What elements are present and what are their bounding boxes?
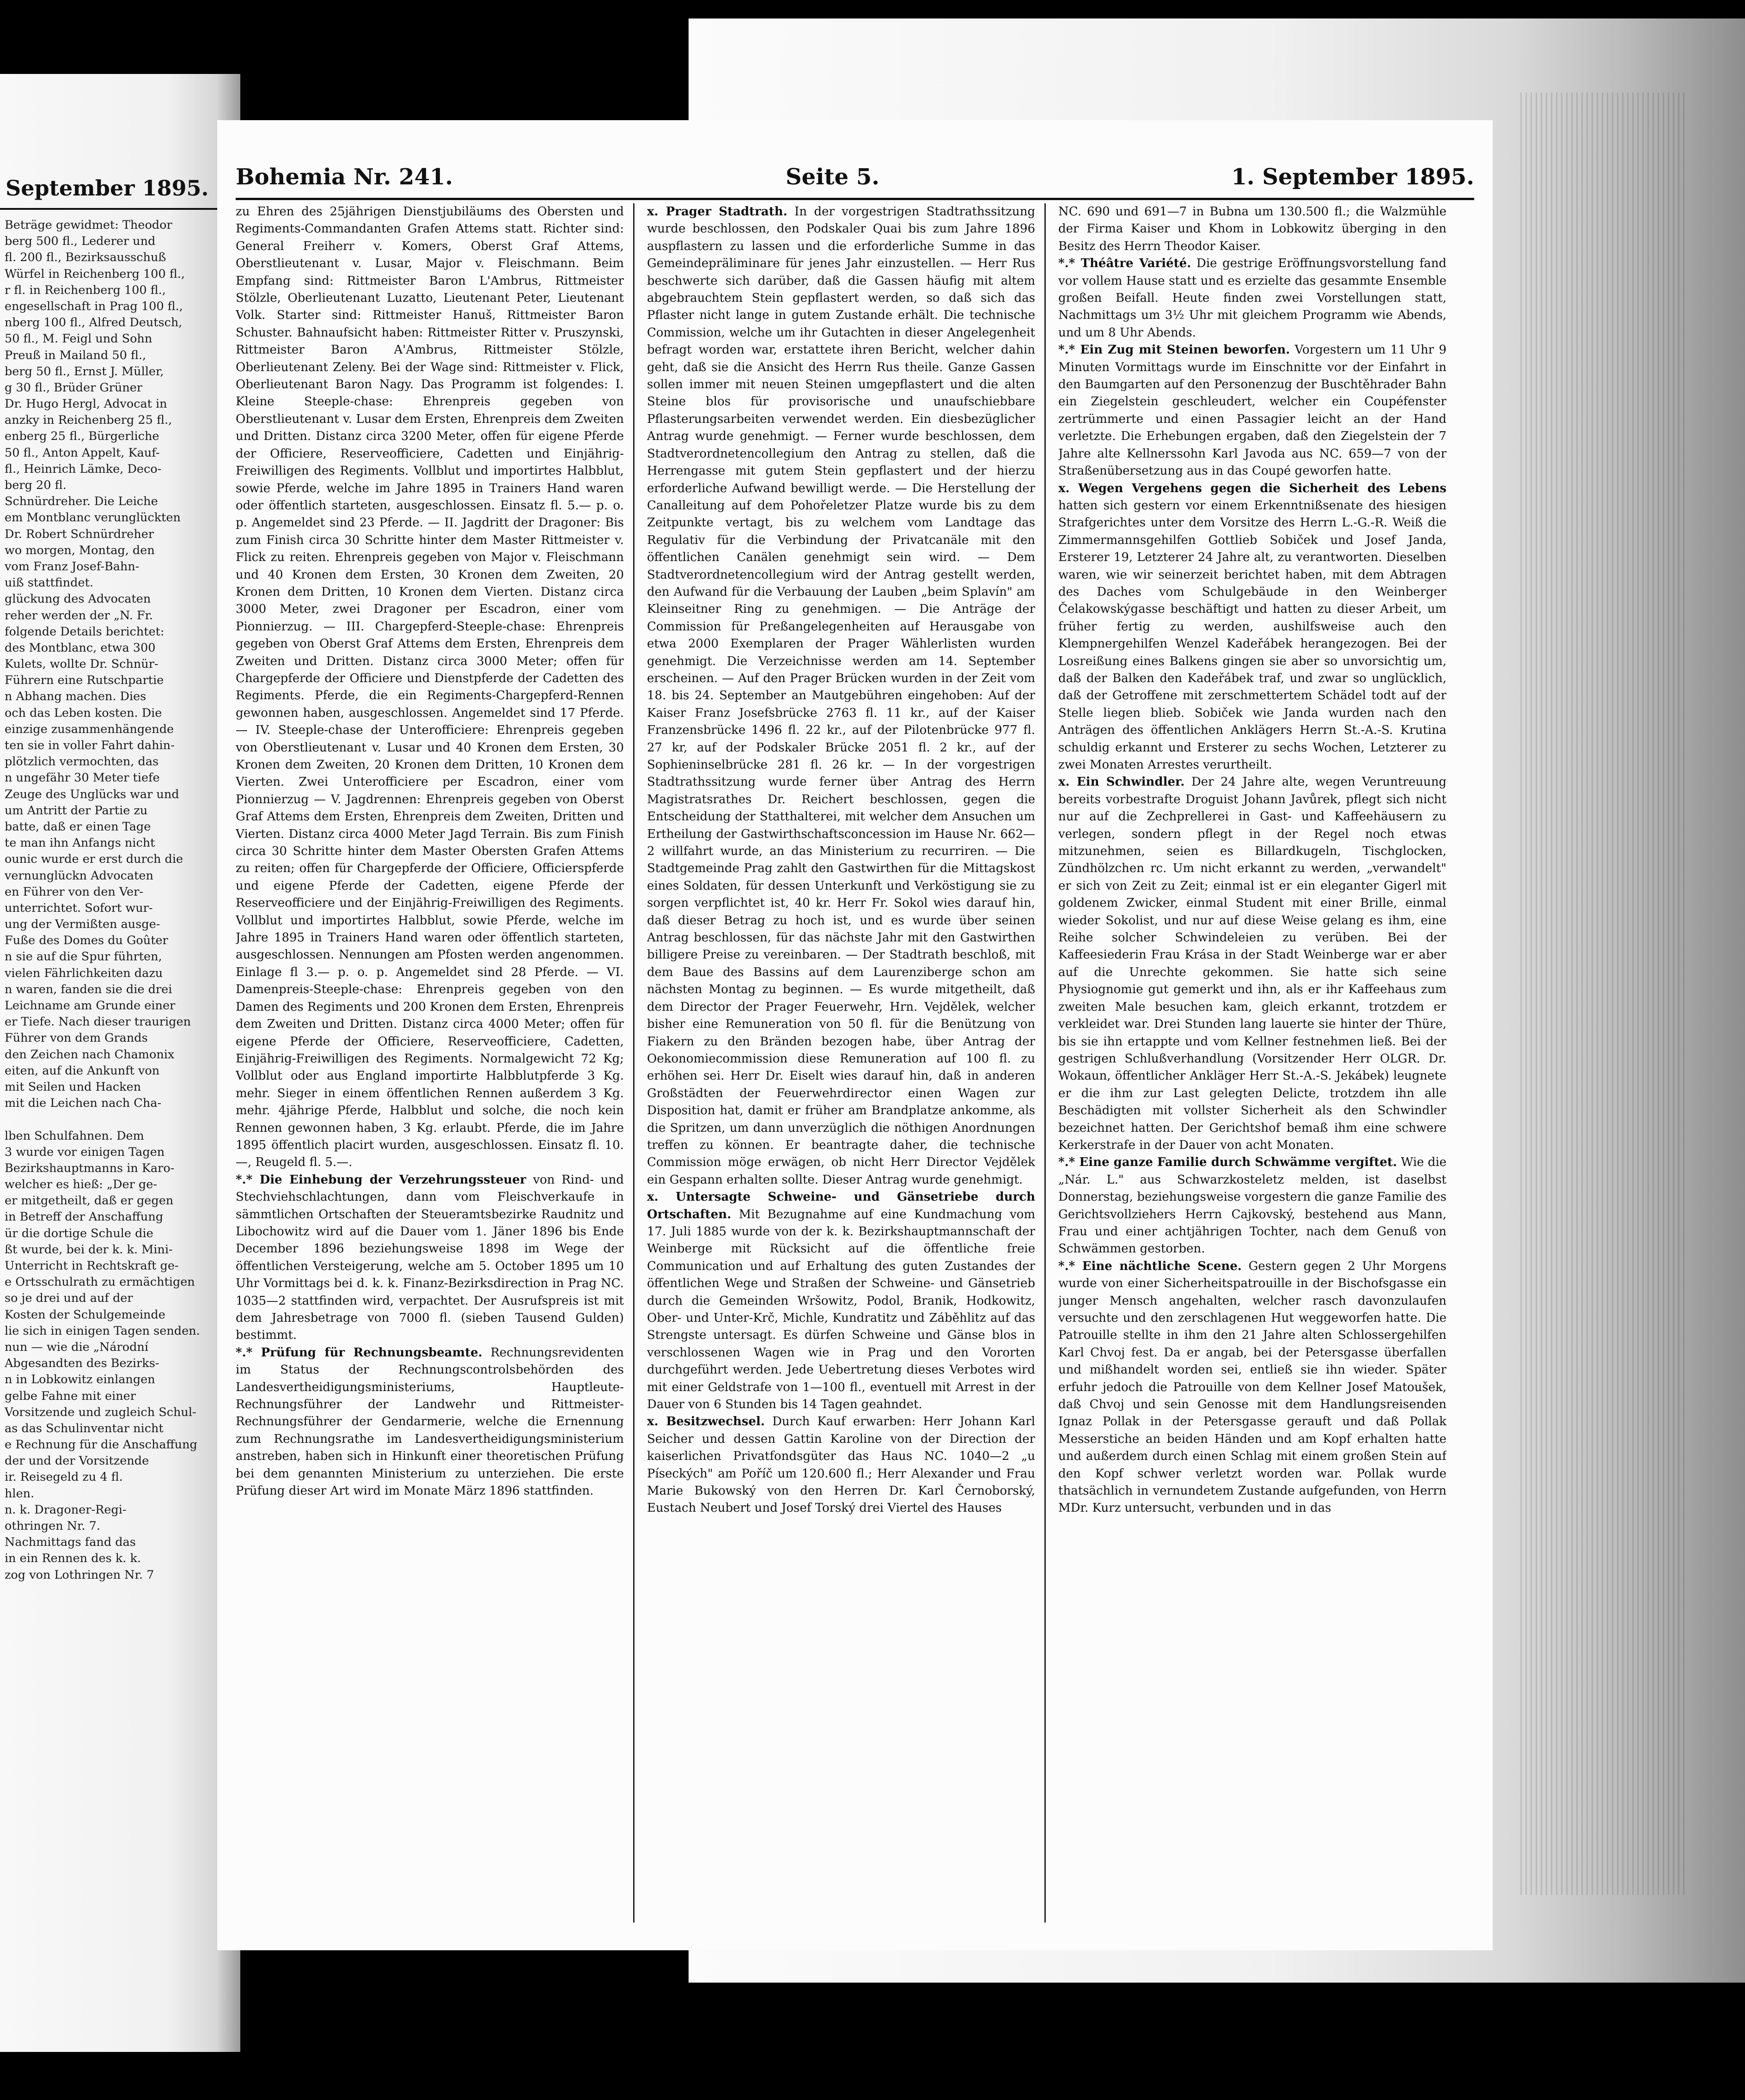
left-page-line: Zeuge des Unglücks war und <box>5 787 179 801</box>
left-page-line: Nachmittags fand das <box>5 1535 136 1550</box>
left-page-line: Bezirkshauptmanns in Karo- <box>5 1161 175 1175</box>
left-page-line <box>5 1111 222 1128</box>
article-train: Vorgestern um 11 Uhr 9 Minuten Vormittags wurde im Einschnitte vor der Einfahrt in den Baumgarten auf den Personenzug der Buschtěhrader Bahn ein Ziegelstein geschleudert, welcher ein Coupéfenster zertrümmerte und einen Passagier leicht an der Hand verletzte. Die Erhebungen ergaben, daß den Ziegelstein der 7 Jahre alte Kellnerssohn Karl Javoda aus NC. 659—7 von der Straßenübersetzung aus in das Coupé geworfen hatte. <box>1058 343 1446 478</box>
left-page-line: mit Seilen und Hacken <box>5 1080 141 1094</box>
article-variete: Die gestrige Eröffnungsvorstellung fand vor vollem Hause statt und es erzielte das gesammte Ensemble großen Beifall. Heute finden zwei Vorstellungen statt, Nachmittags um 3½ Uhr mit gleichem Programm wie Abends, und um 8 Uhr Abends. <box>1058 256 1446 340</box>
page-date: 1. September 1895. <box>1231 164 1474 190</box>
article-races: zu Ehren des 25jährigen Dienstjubiläums des Obersten und Regiments-Commandanten Grafen Attems statt. Richter sind: General Freiherr v. Komers, Oberst Graf Attems, Oberstlieutenant v. Lusar, Major v. Fleischmann. Beim Empfang sind: Rittmeister Baron L'Ambrus, Rittmeister Stölzle, Oberlieutenant Luzatto, Lieutenant Peter, Lieutenant Volk. Starter sind: Rittmeister Hanuš, Rittmeister Baron Schuster. Bahnaufsicht haben: Rittmeister Ritter v. Pruszynski, Rittmeister Baron A'Ambrus, Rittmeister Stölzle, Oberlieutenant Zeleny. Bei der Wage sind: Rittmeister v. Flick, Oberlieutenant Baron Nagy. Das Programm ist folgendes: I. Kleine Steeple-chase: Ehrenpreis gegeben von Oberstlieutenant v. Lusar dem Ersten, Ehrenpreis dem Zweiten und Dritten. Distanz circa 3200 Meter, offen für eigene Pferde der Officiere, Reserveofficiere, Cadetten und Einjährig-Freiwilligen des Regiments. Vollblut und importirtes Halbblut, sowie Pferde, welche im Jahre 1895 in Trainers Hand waren oder öffentlich starteten, ausgeschlossen. Einsatz fl. 5.— p. o. p. Angemeldet sind 23 Pferde. — II. Jagdritt der Dragoner: Bis zum Finish circa 30 Schritte hinter dem Master Rittmeister v. Flick zu reiten. Ehrenpreis gegeben von Major v. Fleischmann und 40 Kronen dem Ersten, 30 Kronen dem Zweiten, 20 Kronen dem Dritten, 10 Kronen dem Vierten. Distanz circa 3000 Meter, zwei Dragoner per Escadron, einer vom Pionnierzug. — III. Chargepferd-Steeple-chase: Ehrenpreis gegeben von Oberst Graf Attems dem Ersten, Ehrenpreis dem Zweiten und Dritten. Distanz circa 3000 Meter; offen für Chargepferde der Officiere und Dienstpferde der Cadetten des Regiments. Pferde, die ein Regiments-Chargepferd-Rennen gewonnen haben, ausgeschlossen. Angemeldet sind 17 Pferde. — IV. Steeple-chase der Unterofficiere: Ehrenpreis gegeben von Oberstlieutenant v. Lusar und 40 Kronen dem Ersten, 30 Kronen dem Zweiten, 20 Kronen dem Dritten, 10 Kronen dem Vierten. Zwei Unterofficiere per Escadron, einer vom Pionnierzug — V. Jagdrennen: Ehrenpreis gegeben von Oberst Graf Attems dem Ersten, Ehrenpreis dem Zweiten, Dritten und Vierten. Distanz circa 4000 Meter Jagd Terrain. Bis zum Finish circa 30 Schritte hinter dem Master Obersten Grafen Attems zu reiten; offen für Chargepferde der Officiere, Officierspferde und eigene Pferde der Cadetten, eigene Pferde der Reserveofficiere und der Einjährig-Freiwilligen des Regiments. Vollblut und importirtes Halbblut, sowie Pferde, welche im Jahre 1895 in Trainers Hand waren oder öffentlich starteten, ausgeschlossen. Nennungen am Pfosten werden angenommen. Einlage fl 3.— p. o. p. Angemeldet sind 28 Pferde. — VI. Damenpreis-Steeple-chase: Ehrenpreis gegeben von den Damen des Regiments und 200 Kronen dem Ersten, Ehrenpreis dem Zweiten und Dritten. Distanz circa 4000 Meter; offen für eigene Pferde der Officiere, Reserveofficiere, Cadetten, Einjährig-Freiwilligen des Regiments. Normalgewicht 72 Kg; Vollblut oder aus England importirte Halbblutpferde 3 Kg. mehr. Sieger in einem öffentlichen Rennen außerdem 3 Kg. mehr. 4jährige Pferde, Halbblut und solche, die noch kein Rennen gewonnen haben, 3 Kg. erlaubt. Pferde, die im Jahre 1895 öffentlich placirt wurden, ausgeschlossen. Einsatz fl. 10.—, Reugeld fl. 5.—. <box>236 205 624 1170</box>
left-page-line: wo morgen, Montag, den <box>5 543 155 557</box>
left-page-line: othringen Nr. 7. <box>5 1519 100 1533</box>
left-page-line: Schnürdreher. Die Leiche <box>5 494 158 509</box>
left-page-line: glückung des Advocaten <box>5 592 151 606</box>
left-page-line: fl., Heinrich Lämke, Deco- <box>5 462 162 476</box>
left-page-line: lben Schulfahnen. Dem <box>5 1129 144 1143</box>
left-page-line: mit die Leichen nach Cha- <box>5 1096 162 1111</box>
article-heading-swindler: x. Ein Schwindler. <box>1058 775 1185 789</box>
article-safety: hatten sich gestern vor einem Erkenntnißsenate des hiesigen Strafgerichtes unter dem Vorsitze des Herrn L.-G.-R. Weiß die Zimmermannsgehilfen Gottlieb Sobiček und Josef Janda, Ersterer 19, Letzterer 24 Jahre alt, zu verantworten. Dieselben waren, wie wir seinerzeit berichtet haben, mit dem Abtragen des Daches vom Schulgebäude in den Weinberger Čelakowskýgasse beschäftigt und hatten zu dieser Arbeit, um früher fertig zu werden, aushilfsweise auch den Klempnergehilfen Wenzel Kadeřábek herangezogen. Bei der Losreißung eines Balkens gingen sie aber so unvorsichtig um, daß der Balken den Kadeřábek traf, und zwar so unglücklich, daß der Getroffene mit zerschmettertem Schädel todt auf der Stelle liegen blieb. Sobiček wie Janda wurden nach den Anträgen des öffentlichen Anklägers Herrn St.-A.-S. Krutina schuldig erkannt und Ersterer zu sechs Wochen, Letzterer zu zwei Monaten Arrestes verurtheilt. <box>1058 498 1446 772</box>
header-rule <box>236 198 1474 200</box>
left-page-line: welcher es hieß: „Der ge- <box>5 1178 157 1192</box>
left-page-line: enberg 25 fl., Bürgerliche <box>5 429 159 444</box>
left-page-line: Fuße des Domes du Goûter <box>5 934 168 948</box>
left-page-line: unterrichtet. Sofort wur- <box>5 901 153 915</box>
left-page-line: n waren, fanden sie die drei <box>5 982 172 996</box>
left-page-line: uiß stattfindet. <box>5 576 93 590</box>
left-page-line: plötzlich vermochten, das <box>5 755 159 769</box>
left-page-line: Vorsitzende und zugleich Schul- <box>5 1405 196 1419</box>
left-page-line: en Führer von den Ver- <box>5 885 143 899</box>
article-mushrooms: Wie die „Nár. L." aus Schwarzkosteletz melden, ist daselbst Donnerstag, beziehungsweise vorgestern die ganze Familie des Gerichtsvollziehers Herrn Cajkovský, bestehend aus Mann, Frau und einer achtjährigen Tochter, nach dem Genuß von Schwämmen gestorben. <box>1058 1155 1446 1256</box>
article-heading-livestock: x. Untersagte Schweine- und Gänsetriebe durch Ortschaften. <box>647 1190 1035 1221</box>
left-page-line: vielen Fährlichkeiten dazu <box>5 966 163 980</box>
left-page-line: Dr. Robert Schnürdreher <box>5 527 154 541</box>
left-page-line: vom Franz Josef-Bahn- <box>5 559 140 574</box>
article-heading-mushrooms: *.* Eine ganze Familie durch Schwämme vergiftet. <box>1058 1155 1397 1170</box>
left-page-line: Leichname am Grunde einer <box>5 999 176 1013</box>
left-page-line: Führer von dem Grands <box>5 1031 148 1045</box>
article-heading-tax: *.* Die Einhebung der Verzehrungssteuer <box>236 1172 526 1187</box>
left-page-line: berg 20 fl. <box>5 478 67 492</box>
left-page-line: in Betreff der Anschaffung <box>5 1210 164 1224</box>
article-heading-exam: *.* Prüfung für Rechnungsbeamte. <box>236 1345 482 1360</box>
left-page-line: Unterricht in Rechtskraft ge- <box>5 1259 179 1273</box>
left-page-line: lie sich in einigen Tagen senden. <box>5 1324 200 1338</box>
column-divider-1 <box>633 203 635 1923</box>
left-page-line: 50 fl., Anton Appelt, Kauf- <box>5 446 160 460</box>
left-page-line: den Zeichen nach Chamonix <box>5 1047 175 1062</box>
left-page-line: um Antritt der Partie zu <box>5 803 148 818</box>
page-header <box>236 164 1474 196</box>
column-1 <box>236 203 624 1923</box>
left-page-line: zog von Lothringen Nr. 7 <box>5 1568 154 1582</box>
left-page-line: as das Schulinventar nicht <box>5 1421 164 1435</box>
left-page-line: n ungefähr 30 Meter tiefe <box>5 771 160 785</box>
left-page-line: berg 50 fl., Ernst J. Müller, <box>5 364 164 378</box>
left-page-line: ür die dortige Schule die <box>5 1226 153 1240</box>
left-page-line: anzky in Reichenberg 25 fl., <box>5 413 172 427</box>
article-heading-property: x. Besitzwechsel. <box>647 1415 765 1429</box>
left-page-line: nun — wie die „Národní <box>5 1340 149 1354</box>
page-stack-lines <box>1520 92 1687 1895</box>
article-livestock: Mit Bezugnahme auf eine Kundmachung vom 17. Juli 1885 wurde von der k. k. Bezirkshauptmannschaft der Weinberge mit Rücksicht auf die öffentliche freie Communication und auf Erhaltung des guten Zustandes der öffentlichen Wege und Straßen der Schweine- und Gänsetrieb durch die Gemeinden Wršowitz, Podol, Branik, Hodkowitz, Ober- und Unter-Krč, Michle, Kundratitz und Záběhlitz auf das Strengste untersagt. Es dürfen Schweine und Gänse blos in verschlossenen Wagen wie in Prag und den Vororten durchgeführt werden. Jede Uebertretung dieses Verbotes wird mit einer Geldstrafe von 1—100 fl., eventuell mit Arrest in der Dauer von 6 Stunden bis 14 Tagen geahndet. <box>647 1207 1035 1412</box>
article-tax: von Rind- und Stechviehschlachtungen, dann vom Fleischverkaufe in sämmtlichen Ortschaften der Steueramtsbezirke Raudnitz und Libochowitz wird auf die Dauer vom 1. Jäner 1896 bis Ende December 1896 beziehungsweise 1898 im Wege der öffentlichen Versteigerung, welche am 5. October 1895 um 10 Uhr Vormittags bei d. k. k. Finanz-Bezirksdirection in Prag NC. 1035—2 stattfinden wird, verpachtet. Der Ausrufspreis ist mit dem Jahresbetrage von 7000 fl. (sieben Tausend Gulden) bestimmt. <box>236 1172 624 1343</box>
left-page-header-rule <box>0 208 217 210</box>
left-page-line: vernunglückn Advocaten <box>5 868 153 883</box>
left-page-line: batte, daß er einen Tage <box>5 819 151 834</box>
page-number: Seite 5. <box>786 164 879 190</box>
article-council: In der vorgestrigen Stadtrathssitzung wurde beschlossen, den Podskaler Quai bis zum Jahre 1896 auspflastern zu lassen und die erforderliche Summe in das Gemeindepräliminare für jenes Jahr einzustellen. — Herr Rus beschwerte sich darüber, daß die Gassen häufig mit altem abgebrauchtem Stein gepflastert werden, so daß sich das Pflaster nicht lange in gutem Zustande erhält. Die technische Commission, welche um ihr Gutachten in dieser Angelegenheit befragt worden war, erstattete ihren Bericht, welcher dahin geht, daß sie die Ansicht des Herrn Rus theile. Ganze Gassen sollen immer mit neuen Steinen umgepflastert und die alten Steine blos für provisorische und unaufschiebbare Pflasterungsarbeiten verwendet werden. Ein diesbezüglicher Antrag wurde genehmigt. — Ferner wurde beschlossen, dem Stadtverordnetencollegium den Antrag zu stellen, daß die Herrengasse mit gutem Stein gepflastert und der hierzu erforderliche Aufwand bewilligt werde. — Die Herstellung der Canalleitung auf dem Pohořeletzer Platze wurde bis zu dem Zeitpunkte vertagt, bis zu welchem vom Landtage das Regulativ für die Verbindung der Privatcanäle mit den öffentlichen Canälen genehmigt sein wird. — Dem Stadtverordnetencollegium wird der Antrag gestellt werden, den Aufwand für die Verbauung der Lauben „beim Splavín" am Kleinseitner Ring zu genehmigen. — Die Anträge der Commission für Preßangelegenheiten auf Herausgabe von etwa 2000 Exemplaren der Prager Wählerlisten wurden genehmigt. Die Verzeichnisse werden am 14. September erscheinen. — Auf den Prager Brücken wurden in der Zeit vom 18. bis 24. September an Mautgebühren eingehoben: Auf der Kaiser Franz Josefsbrücke 2763 fl. 11 kr., auf der Kaiser Franzensbrücke 1496 fl. 22 kr., auf der Pilotenbrücke 977 fl. 27 kr, auf der Podskaler Brücke 2051 fl. 2 kr., auf der Sophieninselbrücke 281 fl. 26 kr. — In der vorgestrigen Stadtrathssitzung wurde ferner über Antrag des Herrn Magistratsrathes Dr. Reichert beschlossen, gegen die Entscheidung der Statthalterei, mit welcher dem Ansuchen um Ertheilung der Gastwirthschaftsconcession im Hause Nr. 662—2 willfahrt wurde, an das Ministerium zu recurriren. — Die Stadtgemeinde Prag zahlt den Gastwirthen für die Mittagskost eines Soldaten, für dessen Unterkunft und Verköstigung sie zu sorgen verpflichtet ist, 40 kr. Herr Fr. Sokol wies darauf hin, daß dieser Betrag zu hoch ist, und es wurde über seinen Antrag beschlossen, für das nächste Jahr mit den Gastwirthen billigere Preise zu vereinbaren. — Der Stadtrath beschloß, mit dem Baue des Bassins auf dem Laurenziberge schon am nächsten Montag zu beginnen. — Es wurde mitgetheilt, daß dem Director der Prager Feuerwehr, Hrn. Vejdělek, welcher bisher eine Remuneration von 50 fl. für die Benützung von Fiakern zu den Bränden bezogen habe, über Antrag der Oekonomiecommission diese Remuneration auf 100 fl. zu erhöhen sei. Herr Dr. Eiselt wies darauf hin, daß in anderen Großstädten der Feuerwehrdirector einen Wagen zur Disposition hat, damit er früher am Brandplatze ankomme, als die Spritzen, um dann unverzüglich die nöthigen Anordnungen treffen zu können. Er beantragte daher, die technische Commission möge erwägen, ob nicht Herr Director Vejdělek ein Gespann erhalten sollte. Dieser Antrag wurde genehmigt. <box>647 205 1035 1187</box>
left-page-line: och das Leben kosten. Die <box>5 706 162 720</box>
left-page-line: e Ortsschulrath zu ermächtigen <box>5 1275 195 1289</box>
left-page-header: September 1895. <box>6 176 209 201</box>
left-page-line: des Montblanc, etwa 300 <box>5 641 156 655</box>
left-page-line: berg 500 fl., Lederer und <box>5 234 156 249</box>
left-page-line: Würfel in Reichenberg 100 fl., <box>5 267 185 281</box>
left-page-line: em Montblanc verunglückten <box>5 511 181 525</box>
article-heading-council: x. Prager Stadtrath. <box>647 205 787 219</box>
article-heading-night: *.* Eine nächtliche Scene. <box>1058 1259 1242 1273</box>
left-page-line: er mitgetheilt, daß er gegen <box>5 1194 174 1208</box>
left-page-line: eiten, auf die Ankunft von <box>5 1063 160 1078</box>
article-property: Durch Kauf erwarben: Herr Johann Karl Seicher und dessen Gattin Karoline von der Direction der kaiserlichen Privatfondsgüter das Haus NC. 1040—2 „u Píseckých" am Poříč um 120.600 fl.; Herr Alexander und Frau Marie Bukowský von den Herren Dr. Karl Černoborský, Eustach Neubert und Josef Torský drei Viertel des Hauses <box>647 1415 1035 1515</box>
article-heading-variete: *.* Théâtre Variété. <box>1058 256 1191 271</box>
left-page <box>0 74 240 2052</box>
left-page-line: ung der Vermißten ausge- <box>5 917 160 932</box>
left-page-line: gelbe Fahne mit einer <box>5 1389 136 1403</box>
left-page-line: n in Lobkowitz einlangen <box>5 1373 155 1387</box>
left-page-line: 3 wurde vor einigen Tagen <box>5 1145 165 1159</box>
left-page-line: ten sie in voller Fahrt dahin- <box>5 739 175 752</box>
left-page-line: Beträge gewidmet: Theodor <box>5 218 172 232</box>
article-heading-train: *.* Ein Zug mit Steinen beworfen. <box>1058 343 1290 357</box>
left-page-text <box>5 217 222 1583</box>
left-page-line: e Rechnung für die Anschaffung <box>5 1438 197 1452</box>
article-swindler: Der 24 Jahre alte, wegen Veruntreuung bereits vorbestrafte Droguist Johann Javůrek, pflegt sich nicht nur auf die Zechprellerei in Gast- und Kaffeehäusern zu verlegen, sondern pflegt in der Regel noch etwas mitzunehmen, seien es Billardkugeln, Tischglocken, Zündhölzchen rc. Um nicht erkannt zu werden, „verwandelt" er sich von Zeit zu Zeit; einmal ist er ein eleganter Gigerl mit goldenem Zwicker, einmal Student mit einer Brille, einmal wieder Sokolist, und nur auf diese Weise gelang es ihm, eine Reihe solcher Schwindeleien zu verüben. Bei der Kaffeesiederin Frau Krása in der Stadt Weinberge war er aber auf die Unrechte gekommen. Sie hatte sich seine Physiognomie gut gemerkt und ihn, als er ihr Kaffeehaus zum zweiten Male besuchen kam, gleich erkannt, trotzdem er verkleidet war. Drei Stunden lang lauerte sie hinter der Thüre, bis sie ihn ertappte und vom Kellner festnehmen ließ. Bei der gestrigen Schlußverhandlung (Vorsitzender Herr OLGR. Dr. Wokaun, öffentlicher Ankläger Herr St.-A.-S. Jekábek) leugnete er die ihm zur Last gelegten Delicte, trotzdem ihn alle Beschädigten mit vollster Sicherheit als den Schwindler bezeichnet hatten. Der Gerichtshof bemaß ihm eine schwere Kerkerstrafe in der Dauer von acht Monaten. <box>1058 775 1446 1152</box>
left-page-line: te man ihn Anfangs nicht <box>5 836 155 850</box>
left-page-line: Abgesandten des Bezirks- <box>5 1356 159 1371</box>
left-page-line: n sie auf die Spur führten, <box>5 950 162 964</box>
left-page-line: g 30 fl., Brüder Grüner <box>5 380 143 395</box>
article-exam: Rechnungsrevidenten im Status der Rechnungscontrolsbehörden des Landesvertheidigungsministeriums, Hauptleute-Rechnungsführer der Landwehr und Rittmeister-Rechnungsführer der Gendarmerie, welche die Ernennung zum Rechnungsrathe im Landesvertheidigungsministerium anstreben, haben sich in Hinkunft einer theoretischen Prüfung bei dem genannten Ministerium zu unterziehen. Die erste Prüfung dieser Art wird im Monate März 1896 stattfinden. <box>236 1345 624 1498</box>
left-page-line: Kosten der Schulgemeinde <box>5 1307 165 1322</box>
left-page-line: n Abhang machen. Dies <box>5 690 146 704</box>
column-divider-2 <box>1044 203 1046 1923</box>
left-page-line: Führern eine Rutschpartie <box>5 673 164 688</box>
left-page-line: folgende Details berichtet: <box>5 624 165 639</box>
left-page-line: einzige zusammenhängende <box>5 722 174 736</box>
left-page-line: der und der Vorsitzende <box>5 1454 149 1468</box>
left-page-line: ßt wurde, bei der k. k. Mini- <box>5 1242 173 1257</box>
left-page-line: fl. 200 fl., Bezirksausschuß <box>5 250 166 265</box>
column-2 <box>647 203 1035 1923</box>
left-page-line: ounic wurde er erst durch die <box>5 852 183 867</box>
article-heading-safety: x. Wegen Vergehens gegen die Sicherheit des Lebens <box>1058 481 1446 495</box>
newspaper-page <box>217 120 1493 1950</box>
left-page-line: Preuß in Mailand 50 fl., <box>5 348 146 362</box>
left-page-line: hlen. <box>5 1486 35 1501</box>
left-page-line: ir. Reisegeld zu 4 fl. <box>5 1470 123 1484</box>
left-page-line: Kulets, wollte Dr. Schnür- <box>5 657 159 672</box>
left-page-line: n. k. Dragoner-Regi- <box>5 1502 127 1517</box>
newspaper-title: Bohemia Nr. 241. <box>236 164 453 190</box>
left-page-line: so je drei und auf der <box>5 1291 133 1306</box>
left-page-line: r fl. in Reichenberg 100 fl., <box>5 283 166 297</box>
column-3 <box>1058 203 1446 1923</box>
left-page-line: er Tiefe. Nach dieser traurigen <box>5 1015 191 1029</box>
left-page-line: 50 fl., M. Feigl und Sohn <box>5 332 153 346</box>
left-page-line: nberg 100 fl., Alfred Deutsch, <box>5 316 183 330</box>
article-mill: NC. 690 und 691—7 in Bubna um 130.500 fl.; die Walzmühle der Firma Kaiser und Khom in Lobkowitz überging in den Besitz des Herrn Theodor Kaiser. <box>1058 205 1446 253</box>
left-page-line: in ein Rennen des k. k. <box>5 1551 141 1566</box>
left-page-line: Dr. Hugo Hergl, Advocat in <box>5 397 167 411</box>
article-night: Gestern gegen 2 Uhr Morgens wurde von einer Sicherheitspatrouille in der Bischofsgasse ein junger Mensch angehalten, welcher rasch davonzulaufen versuchte und den zerschlagenen Hut weggeworfen hatte. Die Patrouille stellte in ihm den 21 Jahre alten Schlossergehilfen Karl Chvoj fest. Da er angab, bei der Petersgasse überfallen und mißhandelt worden sei, entließ sie ihn wieder. Später erfuhr jedoch die Patrouille von dem Kellner Josef Matoušek, daß Chvoj und sein Genosse mit dem Handlungsreisenden Ignaz Pollak in der Petersgasse gerauft und daß Pollak Messerstiche an beiden Händen und am Kopf erhalten hatte und außerdem durch einen Schlag mit einem großen Stein auf den Kopf schwer verletzt worden war. Pollak wurde thatsächlich in vernundetem Zustande aufgefunden, von Herrn MDr. Kurz untersucht, verbunden und in das <box>1058 1259 1446 1515</box>
left-page-line: engesellschaft in Prag 100 fl., <box>5 299 183 313</box>
left-page-line: reher werden der „N. Fr. <box>5 608 153 623</box>
